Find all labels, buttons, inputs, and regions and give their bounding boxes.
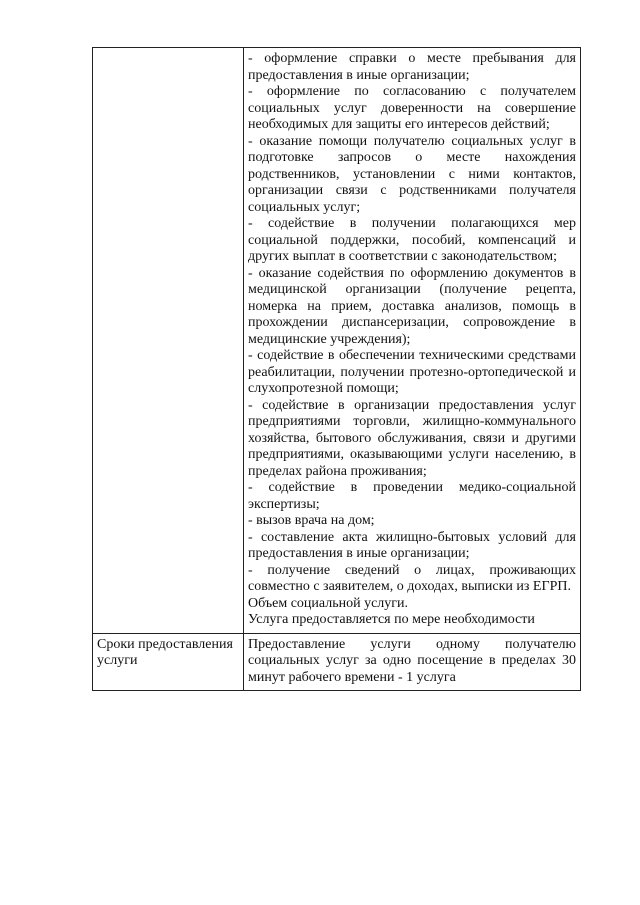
- service-terms-text: Предоставление услуги одному получателю социальных услуг за одно посещение в пределах 30 минут рабочего времени - 1 услуга: [248, 636, 576, 685]
- service-item-residence-certificate: - оформление справки о месте пребывания для предоставления в иные организации;: [248, 51, 576, 83]
- service-item-power-of-attorney: - оформление по согласованию с получателем социальных услуг доверенности на совершение необходимых для защиты его интересов действий;: [248, 84, 576, 132]
- row-label-empty: [93, 48, 244, 634]
- service-terms-cell: [244, 633, 581, 691]
- table-row-services-list: [93, 48, 581, 634]
- service-item-cohabitant-info: - получение сведений о лицах, проживающих совместно с заявителем, о доходах, выписки из ЕГРП.: [248, 562, 576, 594]
- service-volume-heading: Объем социальной услуги.: [248, 595, 409, 611]
- service-item-doctor-call: - вызов врача на дом;: [248, 513, 375, 528]
- row-label-service-terms: Сроки предоставления услуги: [93, 633, 244, 691]
- services-table: [92, 47, 581, 691]
- service-item-medical-documents: - оказание содействия по оформлению документов в медицинской организации (получение рецепта, номерка на прием, доставка анализов, помощь в прохождении диспансеризации, сопровождение в медицинские учреждения);: [248, 265, 576, 347]
- service-item-rehabilitation-means: - содействие в обеспечении техническими средствами реабилитации, получении протезно-ортопедической и слухопротезной помощи;: [248, 348, 576, 396]
- service-item-social-support: - содействие в получении полагающихся мер социальной поддержки, пособий, компенсаций и других выплат в соответствии с законодательством;: [248, 216, 576, 264]
- services-list-cell: [244, 48, 581, 634]
- service-volume-text: Услуга предоставляется по мере необходимости: [248, 612, 535, 627]
- service-item-relatives-search: - оказание помощи получателю социальных услуг в подготовке запросов о месте нахождения родственников, установлении с ними контактов, организации связи с родственниками получателя социальных услуг;: [248, 133, 576, 215]
- table-row-service-terms: [93, 633, 581, 691]
- service-item-enterprise-services: - содействие в организации предоставления услуг предприятиями торговли, жилищно-коммунального хозяйства, бытового обслуживания, связи и другими предприятиями, оказывающими услуги населению, в пределах района проживания;: [248, 397, 576, 479]
- service-item-medical-expertise: - содействие в проведении медико-социальной экспертизы;: [248, 480, 576, 512]
- service-item-living-conditions-act: - составление акта жилищно-бытовых условий для предоставления в иные организации;: [248, 529, 576, 561]
